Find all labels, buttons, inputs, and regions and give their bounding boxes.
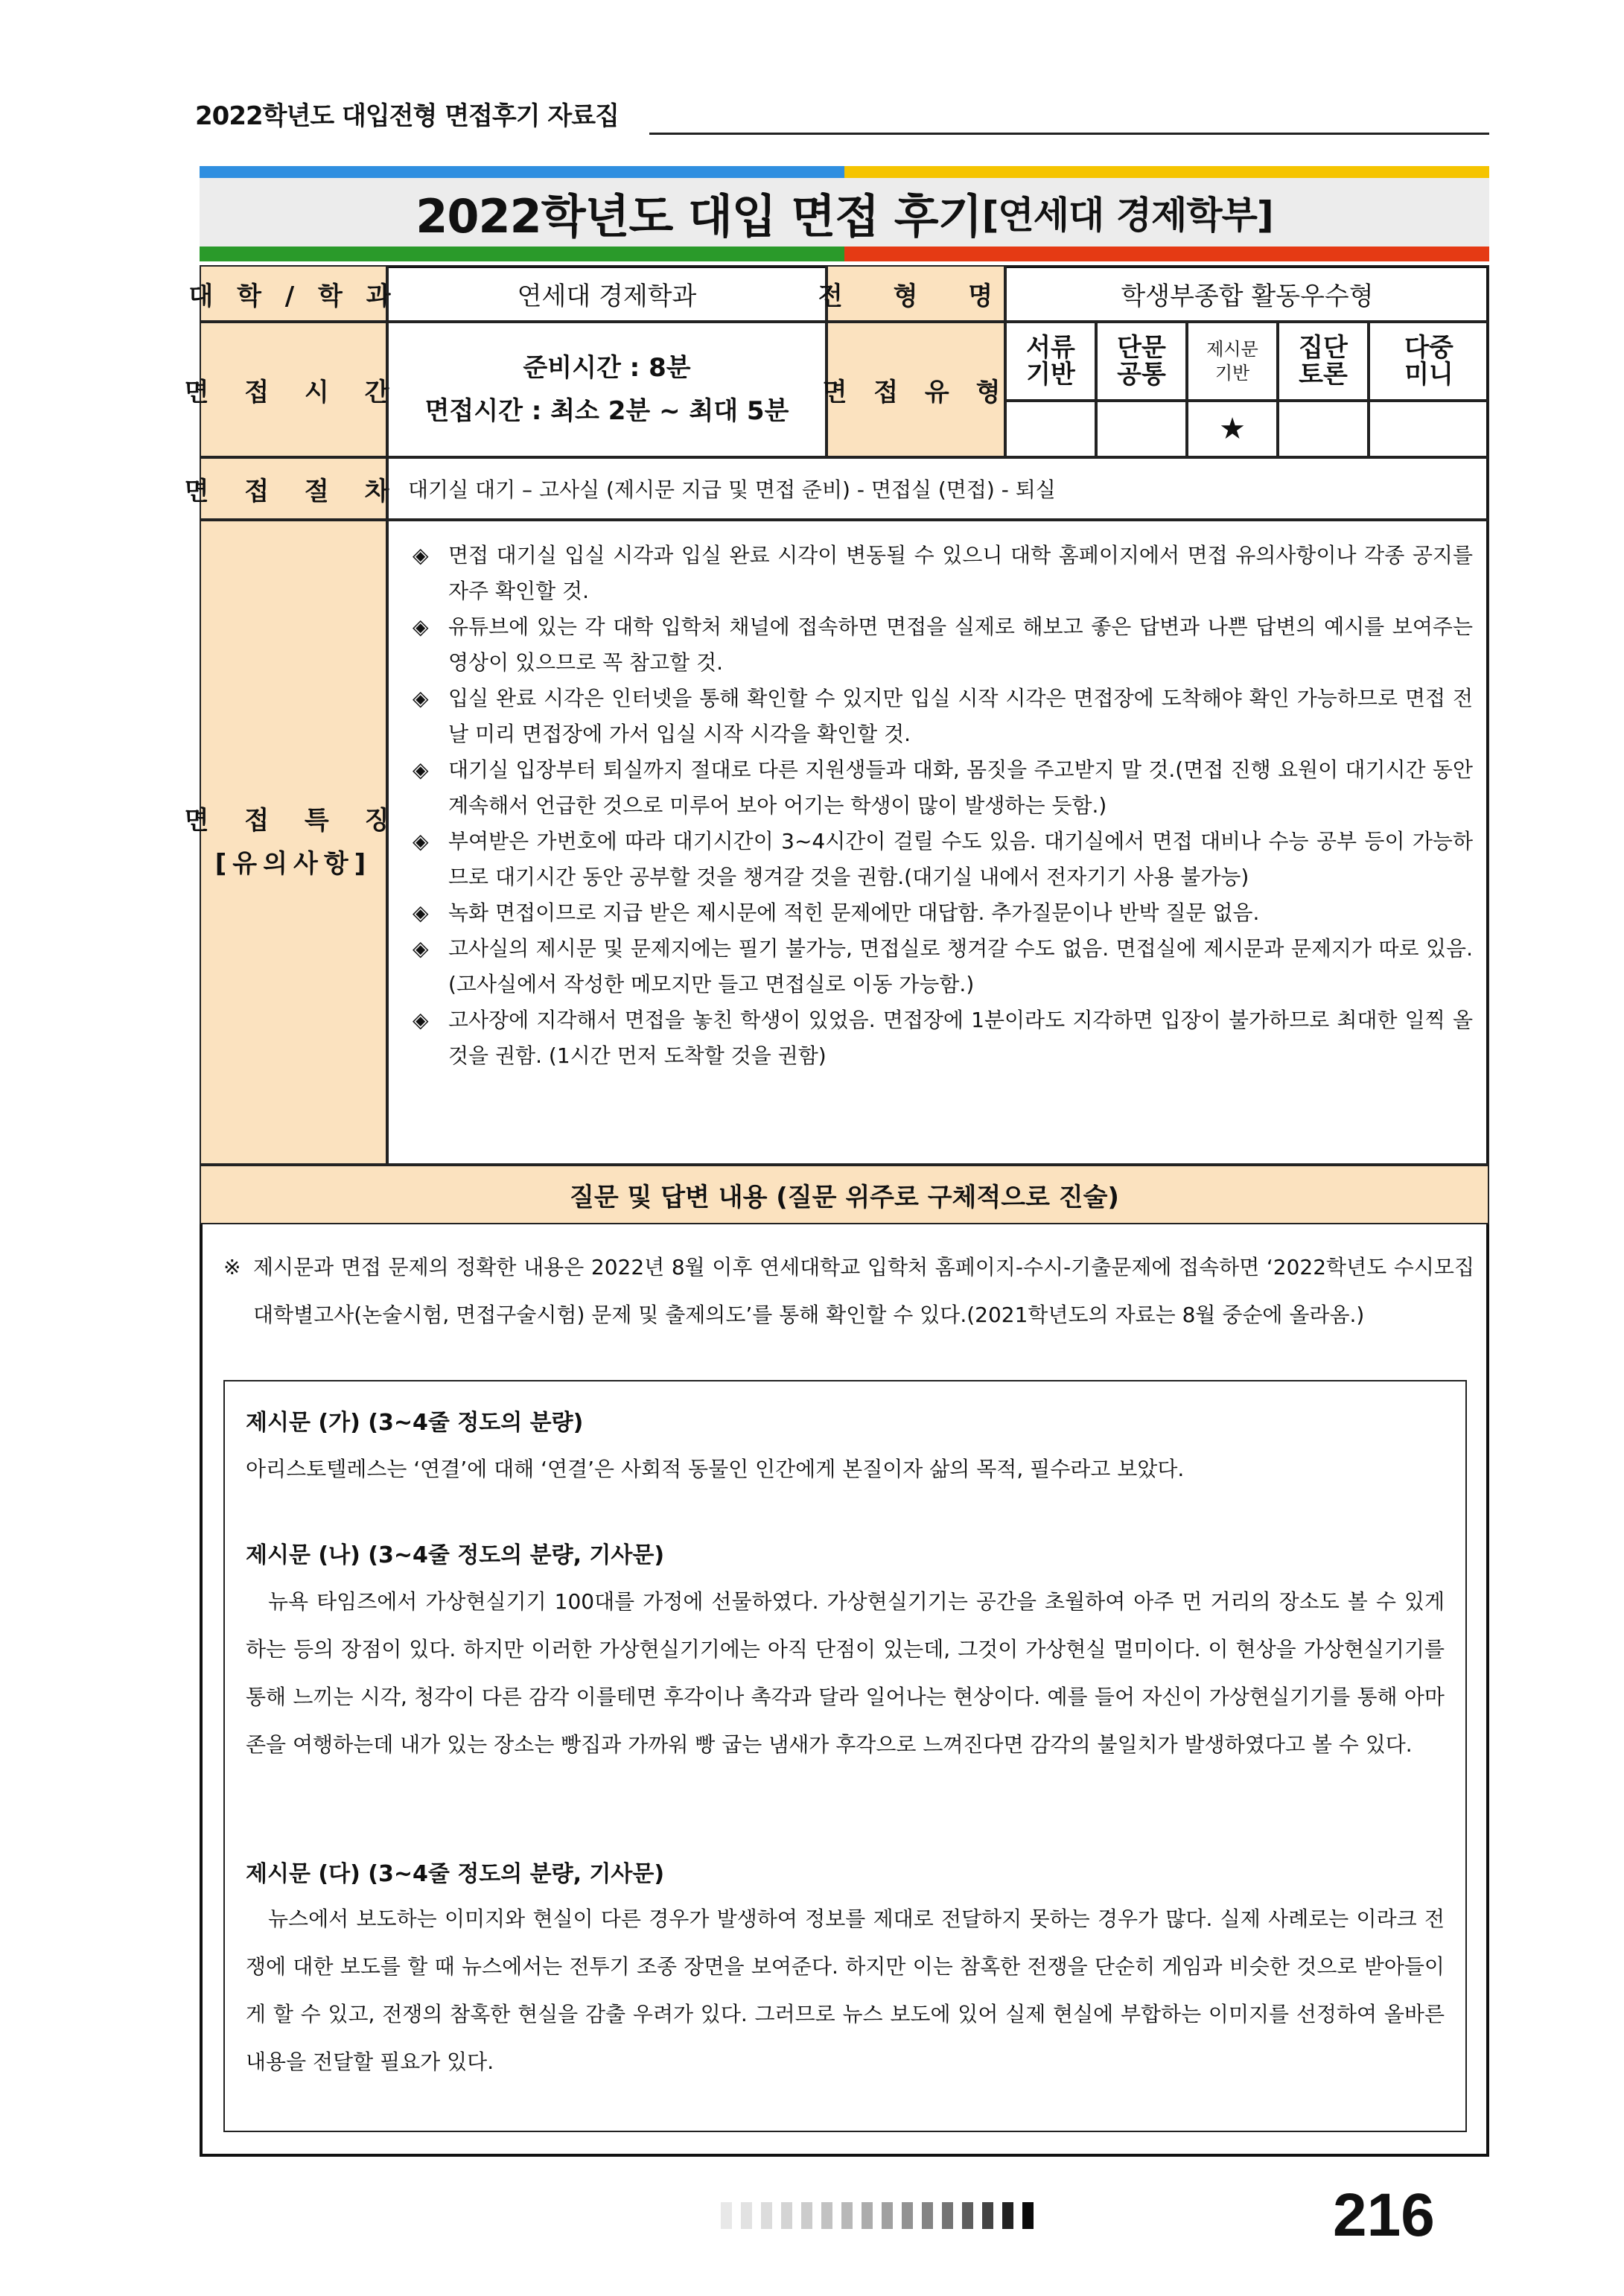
color-bar-green	[200, 247, 844, 261]
page-mark	[902, 2202, 913, 2229]
feature-text: 녹화 면접이므로 지급 받은 제시문에 적힌 문제에만 대답함. 추가질문이나 반박 질문 없음.	[448, 900, 1260, 925]
source-note-text: 제시문과 면접 문제의 정확한 내용은 2022년 8월 이후 연세대학교 입학처 홈페이지-수시-기출문제에 접속하면 ‘2022학년도 수시모집 대학별고사(논술시험, 면접구술시험) 문제 및 출제의도’를 통해 확인할 수 있다.(2021학년도의 자료는 8월 중순에 올라옴.)	[253, 1255, 1474, 1327]
type-label-cell	[822, 322, 1010, 457]
type-mark-short	[1096, 401, 1187, 457]
page-mark	[1022, 2202, 1034, 2229]
features-sublabel: [유의사항]	[214, 849, 372, 879]
passage-body: 뉴욕 타임즈에서 가상현실기기 100대를 가정에 선물하였다. 가상현실기기는 공간을 초월하여 아주 먼 거리의 장소도 볼 수 있게 하는 등의 장점이 있다. 하지만 이러한 가상현실기기에는 아직 단점이 있는데, 그것이 가상현실 멀미이다. 이 현상을 가상현실기기를 통해 느끼는 시각, 청각이 다른 감각 이를테면 후각이나 촉각과 달라 일어나는 현상이다. 예를 들어 자신이 가상현실기기를 통해 아마존을 여행하는데 내가 있는 장소는 빵집과 가까워 빵 굽는 냄새가 후각으로 느껴진다면 감각의 불일치가 발생하였다고 볼 수 있다.	[246, 1589, 1445, 1757]
university-label-cell	[188, 265, 398, 322]
procedure-value-cell	[387, 457, 1489, 520]
page-mark	[721, 2202, 732, 2229]
passage-heading: 제시문 (다) (3~4줄 정도의 분량, 기사문)	[246, 1861, 665, 1887]
university-value: 연세대 경제학과	[517, 281, 697, 311]
admission-value: 학생부종합 활동우수형	[1121, 281, 1374, 311]
type-label: 면 접 유 형	[822, 377, 1010, 407]
diamond-icon: ◈	[413, 543, 429, 567]
feature-item	[408, 1002, 1473, 1074]
type-mark-group	[1278, 401, 1369, 457]
feature-item	[408, 538, 1473, 609]
admission-label-cell	[818, 265, 1014, 322]
page-mark	[962, 2202, 973, 2229]
type-option-line2: 기반	[1214, 363, 1250, 384]
feature-text: 유튜브에 있는 각 대학 입학처 채널에 접속하면 면접을 실제로 해보고 좋은 답변과 나쁜 답변의 예시를 보여주는 영상이 있으므로 꼭 참고할 것.	[448, 614, 1473, 675]
page-mark	[801, 2202, 812, 2229]
diamond-icon: ◈	[413, 936, 429, 961]
type-option-line2: 기반	[1026, 360, 1075, 389]
diamond-icon: ◈	[413, 829, 429, 853]
feature-item	[408, 681, 1473, 752]
passage-heading: 제시문 (가) (3~4줄 정도의 분량)	[246, 1410, 584, 1436]
university-value-cell	[387, 265, 827, 322]
interview-time: 면접시간 : 최소 2분 ~ 최대 5분	[424, 396, 789, 426]
type-option-line1: 단문	[1117, 333, 1166, 363]
page-mark	[761, 2202, 772, 2229]
admission-label: 전 형 명	[818, 281, 1014, 311]
star-icon: ★	[1219, 412, 1246, 446]
page-mark	[942, 2202, 953, 2229]
university-label: 대 학 / 학 과	[188, 281, 398, 311]
page-mark	[862, 2202, 873, 2229]
reference-mark-icon: ※	[223, 1255, 241, 1279]
diamond-icon: ◈	[413, 757, 429, 782]
feature-text: 고사실의 제시문 및 문제지에는 필기 불가능, 면접실로 챙겨갈 수도 없음. 면접실에 제시문과 문제지가 따로 있음. (고사실에서 작성한 메모지만 들고 면접실로 이동 가능함.)	[448, 936, 1473, 996]
type-option-line2: 토론	[1299, 360, 1348, 389]
features-label: 면 접 특 징	[184, 806, 403, 836]
type-option-line2: 미니	[1404, 360, 1453, 389]
feature-item	[408, 824, 1473, 895]
qa-header-cell	[200, 1165, 1489, 1224]
type-mark-multi	[1369, 401, 1489, 457]
page-subtitle: [연세대 경제학부]	[981, 194, 1273, 237]
type-option-multi	[1369, 322, 1489, 401]
diamond-icon: ◈	[413, 900, 429, 925]
procedure-label-cell	[184, 457, 403, 520]
features-label-cell	[184, 520, 403, 1165]
type-option-passage	[1187, 322, 1278, 401]
diamond-icon: ◈	[413, 686, 429, 710]
feature-item	[408, 609, 1473, 681]
color-bar-yellow	[844, 166, 1489, 178]
diamond-icon: ◈	[413, 1008, 429, 1032]
feature-item	[408, 895, 1473, 931]
passage-body: 뉴스에서 보도하는 이미지와 현실이 다른 경우가 발생하여 정보를 제대로 전달하지 못하는 경우가 많다. 실제 사례로는 이라크 전쟁에 대한 보도를 할 때 뉴스에서는 전투기 조종 장면을 보여준다. 하지만 이는 참혹한 전쟁을 단순히 게임과 비슷한 것으로 받아들이게 할 수 있고, 전쟁의 참혹한 현실을 감출 우려가 있다. 그러므로 뉴스 보도에 있어 실제 현실에 부합하는 이미지를 선정하여 올바른 내용을 전달할 필요가 있다.	[246, 1907, 1445, 2074]
feature-text: 면접 대기실 입실 시각과 입실 완료 시각이 변동될 수 있으니 대학 홈페이지에서 면접 유의사항이나 각종 공지를 자주 확인할 것.	[448, 543, 1473, 603]
type-option-group	[1278, 322, 1369, 401]
feature-item	[408, 752, 1473, 824]
type-option-line1: 집단	[1299, 333, 1348, 363]
procedure-label: 면 접 절 차	[184, 476, 403, 506]
type-option-document	[1005, 322, 1096, 401]
feature-text: 대기실 입장부터 퇴실까지 절대로 다른 지원생들과 대화, 몸짓을 주고받지 말 것.(면접 진행 요원이 대기시간 동안 계속해서 언급한 것으로 미루어 보아 어기는 학생이 많이 발생하는 듯함.)	[448, 757, 1473, 818]
feature-item	[408, 931, 1473, 1002]
type-option-line1: 다중	[1404, 333, 1453, 363]
type-option-short	[1096, 322, 1187, 401]
qa-header: 질문 및 답변 내용 (질문 위주로 구체적으로 진술)	[570, 1182, 1119, 1212]
features-list	[408, 538, 1473, 1074]
source-note	[223, 1244, 1474, 1339]
type-option-line2: 공통	[1117, 360, 1166, 389]
passage-body: 아리스토텔레스는 ‘연결’에 대해 ‘연결’은 사회적 동물인 인간에게 본질이자 삶의 목적, 필수라고 보았다.	[246, 1457, 1185, 1481]
page-mark	[781, 2202, 792, 2229]
feature-text: 부여받은 가번호에 따라 대기시간이 3~4시간이 걸릴 수도 있음. 대기실에서 면접 대비나 수능 공부 등이 가능하므로 대기시간 동안 공부할 것을 챙겨갈 것을 권함.(대기실 내에서 전자기기 사용 불가능)	[448, 829, 1473, 889]
page-title: 2022학년도 대입 면접 후기	[415, 188, 982, 244]
time-value-cell	[387, 322, 827, 457]
page-mark	[821, 2202, 832, 2229]
page-mark	[922, 2202, 933, 2229]
title-band	[200, 178, 1489, 247]
type-mark-passage	[1187, 401, 1278, 457]
feature-text: 고사장에 지각해서 면접을 놓친 학생이 있었음. 면접장에 1분이라도 지각하면 입장이 불가하므로 최대한 일찍 올 것을 권함. (1시간 먼저 도착할 것을 권함)	[448, 1008, 1473, 1068]
page-mark	[841, 2202, 853, 2229]
type-mark-document	[1005, 401, 1096, 457]
admission-value-cell	[1005, 265, 1489, 322]
time-label: 면 접 시 간	[184, 377, 403, 407]
header-rule	[649, 133, 1489, 135]
page-marks	[721, 2202, 1034, 2229]
page-number: 216	[1333, 2181, 1435, 2249]
diamond-icon: ◈	[413, 614, 429, 639]
color-bar-red	[844, 247, 1489, 261]
time-label-cell	[184, 322, 403, 457]
type-option-line1: 서류	[1026, 333, 1075, 363]
page-mark	[882, 2202, 893, 2229]
prep-time: 준비시간 : 8분	[523, 353, 691, 383]
page-mark	[1002, 2202, 1013, 2229]
color-bar-blue	[200, 166, 844, 178]
feature-text: 입실 완료 시각은 인터넷을 통해 확인할 수 있지만 입실 시작 시각은 면접장에 도착해야 확인 가능하므로 면접 전날 미리 면접장에 가서 입실 시작 시각을 확인할 것.	[448, 686, 1473, 746]
running-header: 2022학년도 대입전형 면접후기 자료집	[195, 101, 619, 131]
page-mark	[741, 2202, 752, 2229]
passages-box	[223, 1380, 1467, 2132]
procedure-value: 대기실 대기 – 고사실 (제시문 지급 및 면접 준비) - 면접실 (면접) - 퇴실	[408, 477, 1056, 502]
page-mark	[982, 2202, 993, 2229]
passage-heading: 제시문 (나) (3~4줄 정도의 분량, 기사문)	[246, 1542, 665, 1568]
type-option-line1: 제시문	[1206, 339, 1258, 360]
